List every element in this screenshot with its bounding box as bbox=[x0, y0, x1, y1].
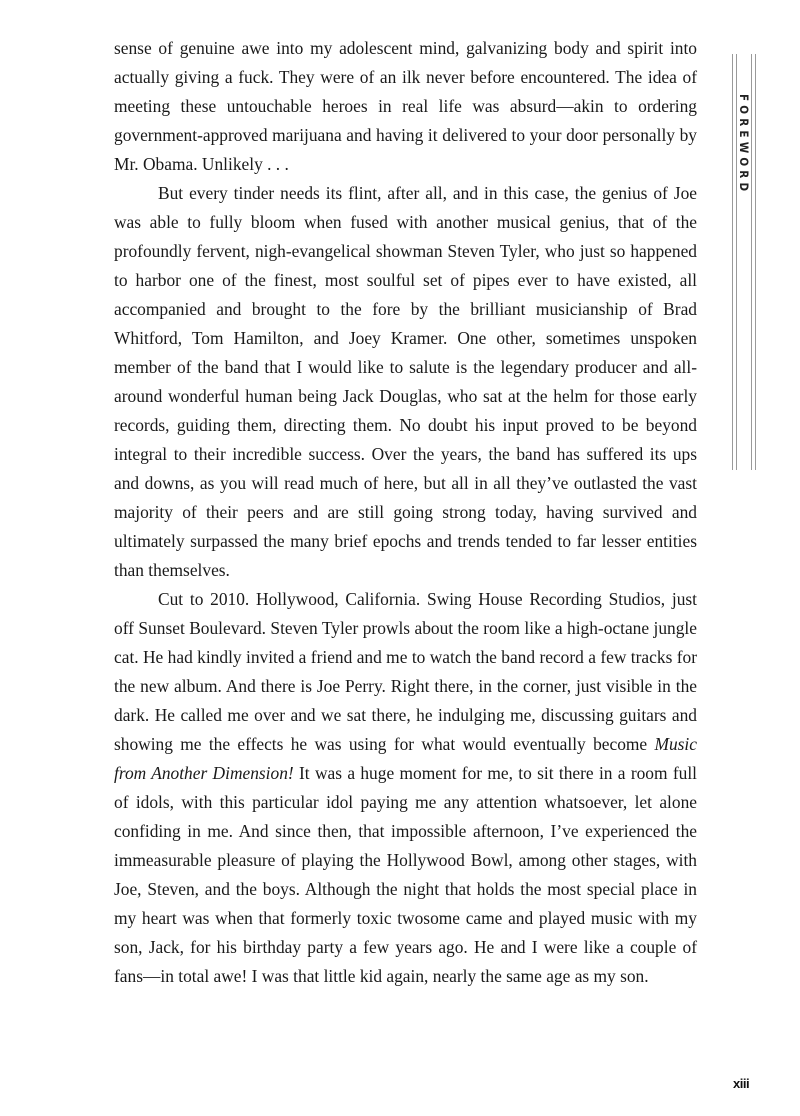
paragraph-1: sense of genuine awe into my adolescent mind, galvanizing body and spirit into actually giving a fuck. They were of an ilk never before encountered. The idea of meeting these untouchable heroes in real life was absurd—akin to ordering government-approved marijuana and having it delivered to your door personally by Mr. Obama. Unlikely . . . bbox=[114, 38, 697, 174]
foreword-body-text bbox=[114, 34, 697, 991]
sidebar-rule bbox=[755, 54, 756, 470]
paragraph-3 bbox=[114, 585, 697, 991]
sidebar-rule bbox=[732, 54, 733, 470]
section-label: FOREWORD bbox=[737, 94, 751, 196]
paragraph-3-text-end: It was a huge moment for me, to sit there in a room full of idols, with this particular idol paying me any attention whatsoever, let alone confiding in me. And since then, that impossible afternoon, I’ve experienced the immeasurable pleasure of playing the Hollywood Bowl, among other stages, with Joe, Steven, and the boys. Although the night that holds the most special place in my heart was when that formerly toxic twosome came and played music with my son, Jack, for his birthday party a few years ago. He and I were like a couple of fans—in total awe! I was that little kid again, nearly the same age as my son. bbox=[114, 763, 697, 986]
paragraph-2: But every tinder needs its flint, after all, and in this case, the genius of Joe was able to fully bloom when fused with another musical genius, that of the profoundly fervent, nigh-evangelical showman Steven Tyler, who just so happened to harbor one of the finest, most soulful set of pipes ever to have existed, all accompanied and brought to the fore by the brilliant musicianship of Brad Whitford, Tom Hamilton, and Joey Kramer. One other, sometimes unspoken member of the band that I would like to salute is the legendary producer and all-around wonderful human being Jack Douglas, who sat at the helm for those early records, guiding them, directing them. No doubt his input proved to be beyond integral to their incredible success. Over the years, the band has suffered its ups and downs, as you will read much of here, but all in all they’ve outlasted the vast majority of their peers and are still going strong today, having survived and ultimately surpassed the many brief epochs and trends tended to far lesser entities than themselves. bbox=[114, 183, 697, 580]
paragraph-3-text-start: Cut to 2010. Hollywood, California. Swing House Recording Studios, just off Sunset Boulevard. Steven Tyler prowls about the room like a high-octane jungle cat. He had kindly invited a friend and me to watch the band record a few tracks for the new album. And there is Joe Perry. Right there, in the corner, just visible in the dark. He called me over and we sat there, he indulging me, discussing guitars and showing me the effects he was using for what would eventually become bbox=[114, 589, 697, 754]
section-label-box bbox=[737, 94, 751, 244]
sidebar-rule bbox=[751, 54, 752, 470]
album-title: Music from Another Dimension! bbox=[114, 734, 697, 783]
page-number: xiii bbox=[733, 1076, 750, 1091]
section-sidebar bbox=[732, 54, 756, 470]
